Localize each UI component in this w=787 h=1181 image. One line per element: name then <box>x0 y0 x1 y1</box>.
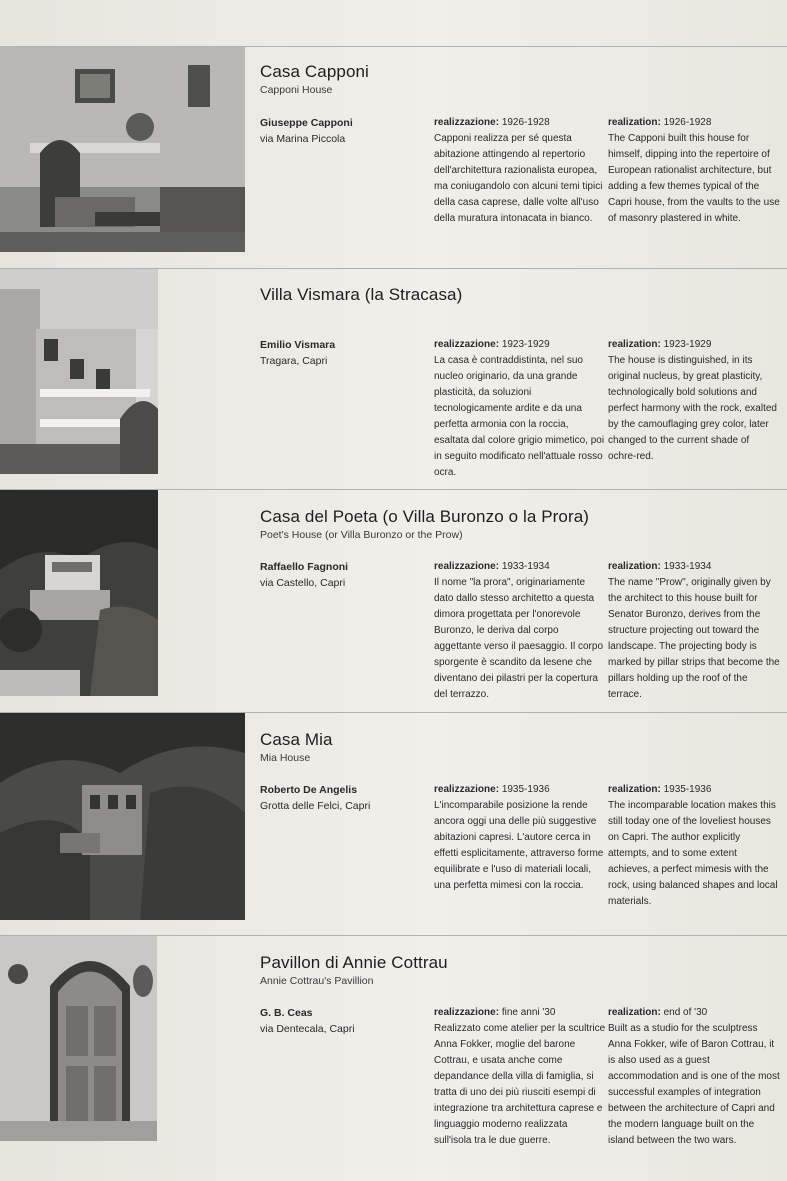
entry-title: Casa Mia <box>260 730 333 749</box>
description-text: The name "Prow", originally given by the architect to this house built for Senator Buronzo, derives from the structure projecting out toward the landscape. The projecting body is marked by pillar strips that become the pillars holding up the roof of the terrace. <box>608 577 780 700</box>
date-label: realization: <box>608 561 661 572</box>
date-value: 1933-1934 <box>501 561 550 572</box>
architect-block <box>260 115 425 147</box>
architect-name: G. B. Ceas <box>260 1007 313 1019</box>
date-value: 1935-1936 <box>501 784 550 795</box>
address: Tragara, Capri <box>260 355 328 367</box>
english-description <box>608 115 780 227</box>
date-label: realizzazione: <box>434 339 500 350</box>
entry-subtitle: Mia House <box>260 752 311 764</box>
description-text: Il nome "la prora", originariamente dato dallo stesso architetto a questa dimora progettata per l'onorevole Buronzo, le deriva dal corpo aggettante verso il paesaggio. Il corpo sporgente è scandito da lesene che diventano dei pilastri per la copertura del terrazzo. <box>434 577 603 700</box>
date-label: realizzazione: <box>434 784 500 795</box>
date-label: realization: <box>608 339 661 350</box>
architect-name: Emilio Vismara <box>260 339 336 351</box>
date-value: 1923-1929 <box>663 339 712 350</box>
italian-description <box>434 1005 606 1149</box>
entry-title: Casa Capponi <box>260 62 369 81</box>
architect-block <box>260 337 425 369</box>
italian-description <box>434 115 606 227</box>
italian-description <box>434 559 606 703</box>
date-label: realizzazione: <box>434 561 500 572</box>
date-label: realizzazione: <box>434 1007 500 1018</box>
description-text: Realizzato come atelier per la scultrice Anna Fokker, moglie del barone Cottrau, e usata anche come depandance della villa di famiglia, si tratta di uno dei più riusciti esempi di integrazione tra architettura caprese e linguaggio moderno realizzata sull'isola tra le due guerre. <box>434 1023 606 1146</box>
date-value: 1926-1928 <box>501 117 550 128</box>
description-text: L'incomparabile posizione la rende ancora oggi una delle più suggestive abitazioni capresi. L'autore cerca in effetti esplicitamente, attraverso forme equilibrate e l'uso di materiali locali, una perfetta mimesi con la roccia. <box>434 800 604 891</box>
photo-pavillon-cottrau <box>0 936 157 1141</box>
description-text: The Capponi built this house for himself, dipping into the repertoire of European rationalist architecture, but adding a few themes typical of the Capri house, from the vaults to the use of masonry plastered in white. <box>608 133 780 224</box>
photo-casa-mia <box>0 713 245 920</box>
italian-description <box>434 337 606 481</box>
architect-name: Roberto De Angelis <box>260 784 358 796</box>
address: via Castello, Capri <box>260 577 346 589</box>
entry-title: Pavillon di Annie Cottrau <box>260 953 448 972</box>
english-description <box>608 1005 780 1149</box>
description-text: Capponi realizza per sé questa abitazione attingendo al repertorio dell'architettura razionalista europea, ma coniugandolo con alcuni temi tipici della casa caprese, dalle volte all'uso della muratura intonacata in bianco. <box>434 133 603 224</box>
address: via Marina Piccola <box>260 133 346 145</box>
date-label: realization: <box>608 1007 661 1018</box>
description-text: La casa è contraddistinta, nel suo nucleo originario, da una grande plasticità, da soluzioni tecnologicamente ardite e da una perfetta armonia con la roccia, esaltata dal colore grigio mimetico, poi in seguito modificato nell'attuale rosso ocra. <box>434 355 605 478</box>
date-value: end of '30 <box>663 1007 708 1018</box>
entry-subtitle: Annie Cottrau's Pavillion <box>260 975 374 987</box>
entry-subtitle: Capponi House <box>260 84 333 96</box>
description-text: The house is distinguished, in its original nucleus, by great plasticity, technologically bold solutions and perfect harmony with the rock, exalted by the camouflaging grey color, later changed to the current shade of ochre-red. <box>608 355 777 462</box>
date-label: realization: <box>608 117 661 128</box>
photo-villa-vismara <box>0 269 158 474</box>
date-value: 1923-1929 <box>501 339 550 350</box>
architect-name: Raffaello Fagnoni <box>260 561 349 573</box>
date-value: 1926-1928 <box>663 117 712 128</box>
photo-casa-capponi <box>0 47 245 252</box>
date-value: 1935-1936 <box>663 784 712 795</box>
address: Grotta delle Felci, Capri <box>260 800 371 812</box>
architect-block <box>260 782 425 814</box>
description-text: Built as a studio for the sculptress Anna Fokker, wife of Baron Cottrau, it is also used as a guest accommodation and is one of the most successful examples of integration between the architecture of Capri and the modern language built on the island between the two wars. <box>608 1023 780 1146</box>
english-description <box>608 337 780 465</box>
date-value: fine anni '30 <box>501 1007 556 1018</box>
architect-name: Giuseppe Capponi <box>260 117 353 129</box>
entry-subtitle: Poet's House (or Villa Buronzo or the Prow) <box>260 529 463 541</box>
architect-block <box>260 559 425 591</box>
address: via Dentecala, Capri <box>260 1023 355 1035</box>
architect-block <box>260 1005 425 1037</box>
photo-casa-del-poeta <box>0 490 158 696</box>
description-text: The incomparable location makes this still today one of the loveliest houses on Capri. The author explicitly attempts, and to some extent achieves, a perfect mimesis with the rock, using balanced shapes and local materials. <box>608 800 778 907</box>
italian-description <box>434 782 606 894</box>
date-label: realizzazione: <box>434 117 500 128</box>
date-value: 1933-1934 <box>663 561 712 572</box>
english-description <box>608 782 780 910</box>
english-description <box>608 559 780 703</box>
entry-title: Casa del Poeta (o Villa Buronzo o la Prora) <box>260 507 590 526</box>
entry-title: Villa Vismara (la Stracasa) <box>260 285 463 304</box>
date-label: realization: <box>608 784 661 795</box>
